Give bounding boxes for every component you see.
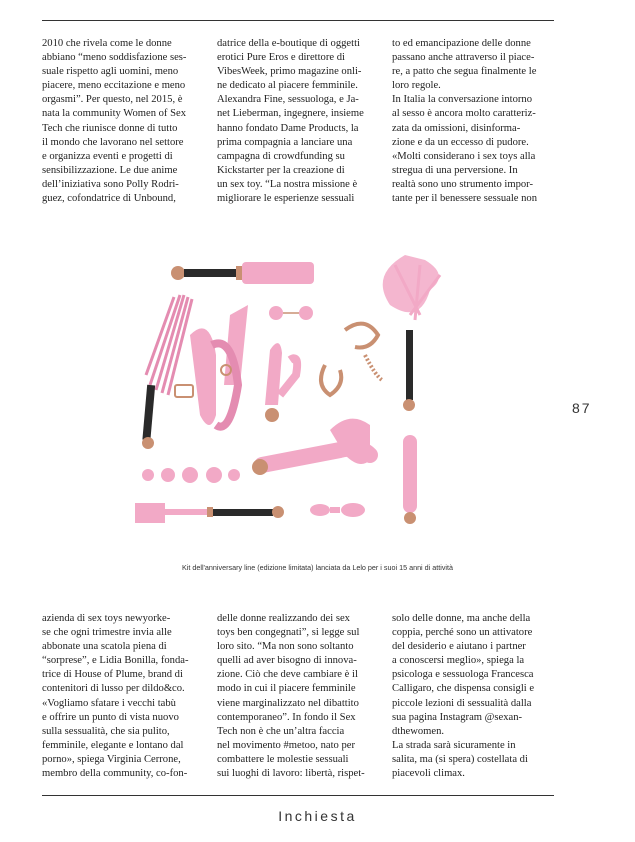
text-line: migliorare le esperienze sessuali bbox=[217, 193, 355, 205]
flogger-tassels bbox=[142, 295, 192, 449]
text-line: contemporaneo”. In fondo il Sex bbox=[217, 711, 356, 723]
kegel-balls bbox=[269, 306, 313, 320]
text-line: sua pagina Instagram @sexan- bbox=[392, 711, 523, 723]
text-line: contenitori di lusso per dildo&co. bbox=[42, 683, 185, 695]
text-line: loro sito. “Ma non sono soltanto bbox=[217, 641, 354, 653]
text-line: «Molti considerano i sex toys alla bbox=[392, 150, 536, 162]
text-line: Tech non è che un’altra faccia bbox=[217, 725, 345, 737]
text-line: quelli ad aver bisogno di innova- bbox=[217, 655, 357, 667]
text-line: modo in cui il piacere femminile bbox=[217, 683, 356, 695]
couples-vibrator bbox=[252, 419, 370, 475]
text-line: tante per il benessere sessuale non bbox=[392, 193, 538, 205]
text-line: La strada sarà sicuramente in bbox=[392, 739, 516, 751]
product-photo bbox=[120, 235, 450, 535]
text-line: datrice della e-boutique di oggetti bbox=[217, 38, 360, 49]
text-line: a conoscersi meglio», spiega la bbox=[392, 655, 525, 667]
text-line: un sex toy. “La nostra missione è bbox=[217, 178, 358, 190]
text-line: In Italia la conversazione intorno bbox=[392, 94, 533, 106]
text-line: Alexandra Fine, sessuologa, e Ja- bbox=[217, 94, 359, 106]
text-column-bottom-2 bbox=[217, 612, 385, 781]
text-line: toys ben congegnati”, si legge sul bbox=[217, 627, 360, 639]
text-line: erotici Pure Eros e direttore di bbox=[217, 52, 345, 64]
text-line: VibesWeek, primo magazine onli- bbox=[217, 66, 362, 78]
text-line: ne dedicato al piacere femminile. bbox=[217, 80, 358, 92]
text-line: Kickstarter per la creazione di bbox=[217, 164, 345, 176]
text-line: “sorprese”, e Lidia Bonilla, fonda- bbox=[42, 655, 189, 667]
text-line: del desiderio e aiutano i partner bbox=[392, 641, 526, 653]
text-line: orgasmi”. Per questo, nel 2015, è bbox=[42, 94, 183, 106]
text-line: passano anche attraverso il piace- bbox=[392, 52, 535, 64]
text-line: abbonate una scatola piena di bbox=[42, 641, 167, 653]
text-line: stregua di una perversione. In bbox=[392, 164, 518, 176]
text-line: il mondo che lavorano nel settore bbox=[42, 136, 184, 148]
feather-tickler bbox=[383, 255, 440, 411]
text-line: nel movimento #metoo, nato per bbox=[217, 739, 355, 751]
text-column-top-2 bbox=[217, 37, 385, 206]
text-line: sulla sessualità, che sia pulito, bbox=[42, 725, 170, 737]
text-line: combattere le molestie sessuali bbox=[217, 753, 349, 765]
text-line: piacere, meno eccitazione e meno bbox=[42, 80, 186, 92]
text-line: loro regole. bbox=[392, 80, 441, 92]
text-line: sensibilizzazione. Le due anime bbox=[42, 164, 178, 176]
text-line: salita, ma (si spera) costellata di bbox=[392, 753, 528, 765]
text-line: piacevoli climax. bbox=[392, 768, 465, 780]
text-line: «Vogliamo sfatare i vecchi tabù bbox=[42, 697, 176, 709]
bottom-rule bbox=[42, 795, 554, 796]
text-line: zione e da un eccesso di pudore. bbox=[392, 136, 529, 148]
text-line: porno», spiega Virginia Cerrone, bbox=[42, 753, 181, 765]
text-line: solo delle donne, ma anche della bbox=[392, 613, 531, 624]
anal-beads bbox=[142, 467, 240, 483]
text-line: femminile, elegante e lontano dal bbox=[42, 739, 184, 751]
text-line: realtà sono uno strumento impor- bbox=[392, 178, 534, 190]
text-line: net Lieberman, ingegnere, insieme bbox=[217, 108, 364, 120]
text-line: dell’iniziativa sono Polly Rodri- bbox=[42, 178, 179, 190]
bullet-vibrator bbox=[403, 435, 417, 524]
section-label: Inchiesta bbox=[278, 808, 357, 824]
text-line: to ed emancipazione delle donne bbox=[392, 38, 531, 49]
text-column-top-3 bbox=[392, 37, 560, 206]
photo-caption: Kit dell'anniversary line (edizione limitata) lanciata da Lelo per i suoi 15 anni di attività bbox=[181, 563, 454, 572]
text-line: sui luoghi di lavoro: libertà, rispet- bbox=[217, 768, 365, 780]
text-line: viene marginalizzato nel dibattito bbox=[217, 697, 359, 709]
text-line: guez, cofondatrice di Unbound, bbox=[42, 193, 176, 205]
top-rule bbox=[42, 20, 554, 21]
text-line: trice di House of Plume, brand di bbox=[42, 669, 183, 681]
text-line: piccole lezioni di sessualità dalla bbox=[392, 697, 532, 709]
text-line: 2010 che rivela come le donne bbox=[42, 38, 172, 49]
text-line: coppia, perché sono un attivatore bbox=[392, 627, 533, 639]
text-line: nata la community Women of Sex bbox=[42, 108, 186, 120]
text-line: psicologa e sessuologa Francesca bbox=[392, 669, 534, 681]
text-line: al sesso è ancora molto caratteriz- bbox=[392, 108, 536, 120]
text-line: zata da omissioni, disinforma- bbox=[392, 122, 521, 134]
text-line: prima compagnia a lanciare una bbox=[217, 136, 353, 148]
text-line: hanno fondato Dame Products, la bbox=[217, 122, 359, 134]
small-plugs bbox=[310, 503, 365, 517]
text-column-bottom-1 bbox=[42, 612, 207, 781]
text-column-top-1 bbox=[42, 37, 207, 206]
text-line: se che ogni trimestre invia alle bbox=[42, 627, 172, 639]
handcuffs bbox=[321, 324, 382, 395]
text-line: Calligaro, che dispensa consigli e bbox=[392, 683, 535, 695]
text-line: membro della community, co-fon- bbox=[42, 768, 188, 780]
text-line: campagna di crowdfunding su bbox=[217, 150, 345, 162]
text-line: re, a patto che segua finalmente le bbox=[392, 66, 537, 78]
text-line: e organizza eventi e progetti di bbox=[42, 150, 173, 162]
spanking-paddle bbox=[135, 503, 284, 523]
text-line: delle donne realizzando dei sex bbox=[217, 613, 350, 624]
text-line: zione. Ciò che deve cambiare è il bbox=[217, 669, 358, 681]
text-line: azienda di sex toys newyorke- bbox=[42, 613, 171, 624]
text-line: abbiano “meno soddisfazione ses- bbox=[42, 52, 187, 64]
text-line: e offrire un punto di vista nuovo bbox=[42, 711, 179, 723]
page-number: 87 bbox=[572, 400, 592, 416]
text-line: dthewomen. bbox=[392, 725, 445, 737]
text-line: Tech che riunisce donne di tutto bbox=[42, 122, 178, 134]
text-line: suale rispetto agli uomini, meno bbox=[42, 66, 179, 78]
rabbit-vibrator bbox=[265, 343, 297, 422]
text-column-bottom-3 bbox=[392, 612, 560, 781]
wand-top bbox=[171, 262, 314, 284]
